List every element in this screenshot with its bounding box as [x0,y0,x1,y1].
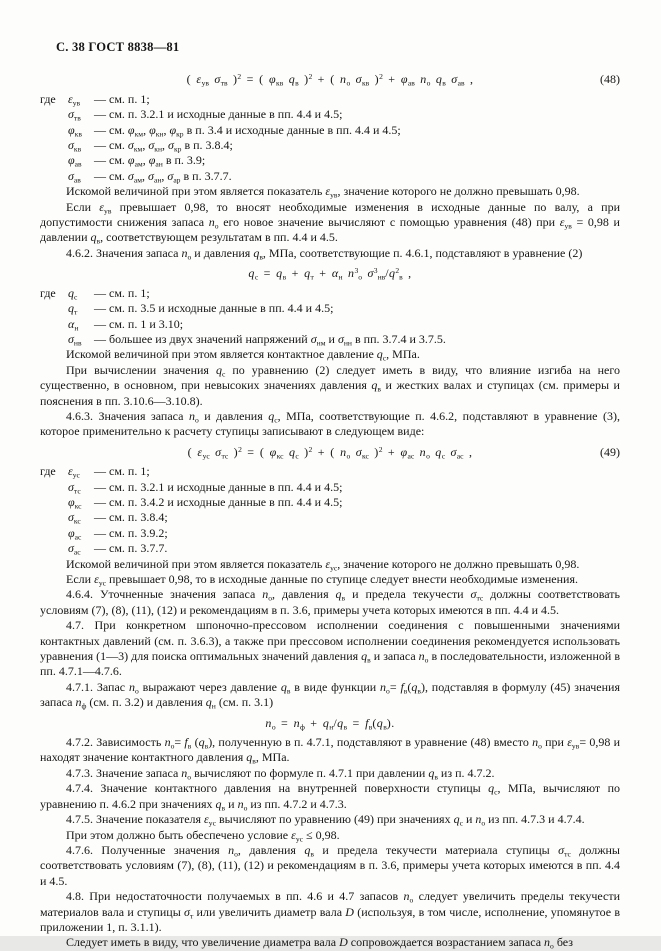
definition-prefix [40,495,68,510]
equation-body: $q_с = q_в + q_т + \alpha_н$ $n^3_о$ $\sigma^3_{нв}/q^2_в$ , [248,266,412,282]
paragraph: 4.7.4. Значение контактного давления на внутренней поверхности ступицы $q_с$, МПа, вычисляют по уравнению п. 4.6.2 при значениях $q_в$ и $n_о$ из пп. 4.7.2 и 4.7.3. [40,781,620,813]
definition-symbol: $q_с$ [68,285,78,302]
definition-row [40,480,620,495]
definition-symbol: $\varepsilon_{ус}$ [68,464,80,480]
definition-prefix [40,107,68,122]
equation-body: $n_о = n_ф + q_н/q_в = f_в(q_в)$. [265,715,395,732]
definition-text: — см. п. 3.5 и исходные данные в пп. 4.4 и 4.5; [94,301,334,316]
equation [40,445,620,460]
definition-row [40,495,620,510]
definition-text: — см. п. 1; [94,91,150,106]
definition-prefix [40,138,68,153]
definition-row [40,541,620,556]
paragraph: 4.6.4. Уточненные значения запаса $n_о$, давления $q_в$ и предела текучести $\sigma_{тс}$ должны соответствовать условиям (7), (8), (11), (12) и рекомендациям в п. 3.6, примеры учета которых имеются в пп. 4.4 и 4.5. [40,587,620,617]
paragraph: Искомой величиной при этом является показатель $\varepsilon_{ув}$, значение которого не должно превышать 0,98. [66,184,580,200]
paragraph: При этом должно быть обеспечено условие $\varepsilon_{ус} \le 0,98$. [66,827,340,844]
paragraph: При вычислении значения $q_с$ по уравнению (2) следует иметь в виду, что влияние изгиба на него существенно, в основном, при невысоких значениях давления $q_в$ и жестких валах и ступицах (см. примеры и пояснения в пп. 3.10.6—3.10.8). [40,362,620,408]
definition-symbol: $q_т$ [68,301,78,317]
definition-prefix [40,123,68,138]
paragraph: Если $\varepsilon_{ув}$ превышает 0,98, то вносят необходимые изменения в исходные данные по валу, а при допустимости снижения запаса $n_о$ его новое значение вычисляют с помощью уравнения (48) при $\varepsilon_{ув} = 0,98$ и давлении $q_в$, соответствующем результатам в пп. 4.4 и 4.5. [40,199,620,247]
equation [40,72,620,87]
definition-text: — см. $\sigma_{км}$, $\sigma_{кн}$, $\sigma_{кр}$ в п. 3.8.4; [94,138,233,154]
definition-text: — см. п. 3.7.7. [94,541,168,556]
definition-symbol: $\sigma_{ав}$ [68,168,81,185]
definition-text: — см. $\sigma_{ам}$, $\sigma_{ан}$, $\sigma_{ар}$ в п. 3.7.7. [94,168,232,185]
definition-text: — см. п. 3.8.4; [94,510,168,525]
definition-prefix: где [40,464,56,479]
equation [40,266,620,281]
equation-number: (49) [600,444,620,459]
definition-symbol: $\varphi_{ав}$ [68,153,82,170]
definition-symbol: $\varphi_{кс}$ [68,494,82,511]
definition-text: — см. п. 1; [94,464,150,479]
definition-row [40,138,620,153]
definition-text: — см. п. 1; [94,285,150,300]
definition-row [40,123,620,138]
definition-symbol: $\varphi_{ас}$ [68,525,82,542]
definition-symbol: $\sigma_{кв}$ [68,138,82,154]
definition-prefix [40,301,68,316]
paragraph: 4.8. При недостаточности получаемых в пп. 4.6 и 4.7 запасов $n_о$ следует увеличить пределы текучести материалов вала и ступицы $\sigma_т$ или увеличить диаметр вала D (используя, в том числе, исполнение, упомянутое в приложении 1, п. 3.1.1). [40,889,620,934]
definition-prefix [40,541,68,556]
definition-row [40,464,620,479]
definition-prefix [40,510,68,525]
paragraph: 4.7. При конкретном шпоночно-прессовом исполнении соединения с повышенными значениями контактных давлений (см. п. 3.6.3), а также при прессовом исполнении соединения рекомендуется использовать уравнения (1—3) для поиска оптимальных значений давления $q_в$ и запаса $n_о$ в последовательности, изложенной в пп. 4.7.1—4.7.6. [40,618,620,679]
definition-row [40,301,620,316]
equation [40,716,620,731]
page-header: С. 38 ГОСТ 8838—81 [56,40,180,54]
definition-symbol: $\alpha_н$ [68,316,79,333]
definition-symbol: $\sigma_{тс}$ [68,479,81,496]
paragraph: 4.7.5. Значение показателя $\varepsilon_{ус}$ вычисляют по уравнению (49) при значениях $q_с$ и $n_о$ из пп. 4.7.3 и 4.7.4. [66,812,585,828]
paragraph: Если $\varepsilon_{ус}$ превышает 0,98, то в исходные данные по ступице следует внести необходимые изменения. [66,572,578,588]
definition-prefix: где [40,91,56,106]
definition-row [40,332,620,347]
equation-body: ( $\varepsilon_{ус}$ $\sigma_{тс}$ )$^2$ = ( $\varphi_{кс}$ $q_с$ )$^2$ + ( $n_о$ $\sigma_{кс}$ )$^2 + \varphi_{ас}$ $n_о$ $q_с$ $\sigma_{ас}$ , [187,444,473,461]
equation-number: (48) [600,72,620,87]
definition-text: — большее из двух значений напряжений $\sigma_{нм}$ и $\sigma_{нн}$ в пп. 3.7.4 и 3.7.5. [94,331,446,348]
definition-prefix [40,526,68,541]
definition-prefix [40,332,68,347]
definition-symbol: $\sigma_{ас}$ [68,541,81,557]
definition-row [40,92,620,107]
definition-prefix [40,153,68,168]
paragraph: 4.6.3. Значения запаса $n_о$ и давления $q_с$, МПа, соответствующие п. 4.6.2, подставляют в уравнение (3), которое применительно к расчету ступицы записывают в следующем виде: [40,408,620,439]
paragraph: 4.7.1. Запас $n_о$ выражают через давление $q_в$ в виде функции $n_о= f_в(q_в)$, подставляя в формулу (45) значения запаса $n_ф$ (см. п. 3.2) и давления $q_н$ (см. п. 3.1) [40,679,620,711]
definition-row [40,153,620,168]
definition-prefix [40,317,68,332]
paragraph: 4.7.3. Значение запаса $n_о$ вычисляют по формуле п. 4.7.1 при давлении $q_в$ из п. 4.7.2. [66,765,495,782]
paragraph: Искомой величиной при этом является показатель $\varepsilon_{ус}$, значение которого не должно превышать 0,98. [66,556,580,573]
definition-row [40,169,620,184]
definition-text: — см. п. 3.2.1 и исходные данные в пп. 4.4 и 4.5; [94,107,343,122]
paragraph: Следует иметь в виду, что увеличение диаметра вала D сопровождается возрастанием запаса $n_о$ без [66,935,573,951]
paragraph: 4.7.6. Полученные значения $n_о$, давления $q_в$ и предела текучести материала ступицы $\sigma_{тс}$ должны соответствовать условиям (7), (8), (11), (12) и рекомендациям в п. 3.6, примеры учета которых имеются в пп. 4.4 и 4.5. [40,842,620,888]
definition-text: — см. п. 3.2.1 и исходные данные в пп. 4.4 и 4.5; [94,479,343,494]
definition-symbol: $\varepsilon_{ув}$ [68,91,81,108]
definition-row [40,526,620,541]
definition-symbol: $\sigma_{нв}$ [68,331,82,348]
definition-text: — см. п. 1 и 3.10; [94,316,184,331]
definition-row [40,286,620,301]
definition-symbol: $\sigma_{кс}$ [68,510,81,526]
definition-row [40,317,620,332]
definition-row [40,107,620,122]
definition-row [40,510,620,525]
definition-text: — см. $\varphi_{ам}$, $\varphi_{ан}$ в п. 3.9; [94,153,206,170]
paragraph: 4.7.2. Зависимость $n_о= f_в$ $(q_в)$, полученную в п. 4.7.1, подставляют в уравнение (48) вместо $n_о$ при $\varepsilon_{ув}= 0,98$ и находят значение контактного давления $q_в$, МПа. [40,735,620,767]
paragraph: 4.6.2. Значения запаса $n_о$ и давления $q_в$, МПа, соответствующие п. 4.6.1, подставляют в уравнение (2) [66,245,583,262]
definition-symbol: $\varphi_{кв}$ [68,122,82,139]
definition-prefix [40,480,68,495]
definition-prefix [40,169,68,184]
definition-symbol: $\sigma_{тв}$ [68,107,81,123]
document-content [40,72,620,950]
definition-text: — см. $\varphi_{км}$, $\varphi_{кн}$, $\varphi_{кр}$ в п. 3.4 и исходные данные в пп. 4.4 и 4.5; [94,122,401,139]
definition-text: — см. п. 3.4.2 и исходные данные в пп. 4.4 и 4.5; [94,494,343,509]
definition-text: — см. п. 3.9.2; [94,525,168,540]
equation-body: ( $\varepsilon_{ув}$ $\sigma_{тв}$ )$^2$ = ( $\varphi_{кв}$ $q_в$ )$^2$ + ( $n_о$ $\sigma_{кв}$ )$^2 + \varphi_{ав}$ $n_о$ $q_в$ $\sigma_{ав}$ , [186,72,474,88]
paragraph: Искомой величиной при этом является контактное давление $q_с$, МПа. [66,347,420,363]
definition-prefix: где [40,285,56,300]
